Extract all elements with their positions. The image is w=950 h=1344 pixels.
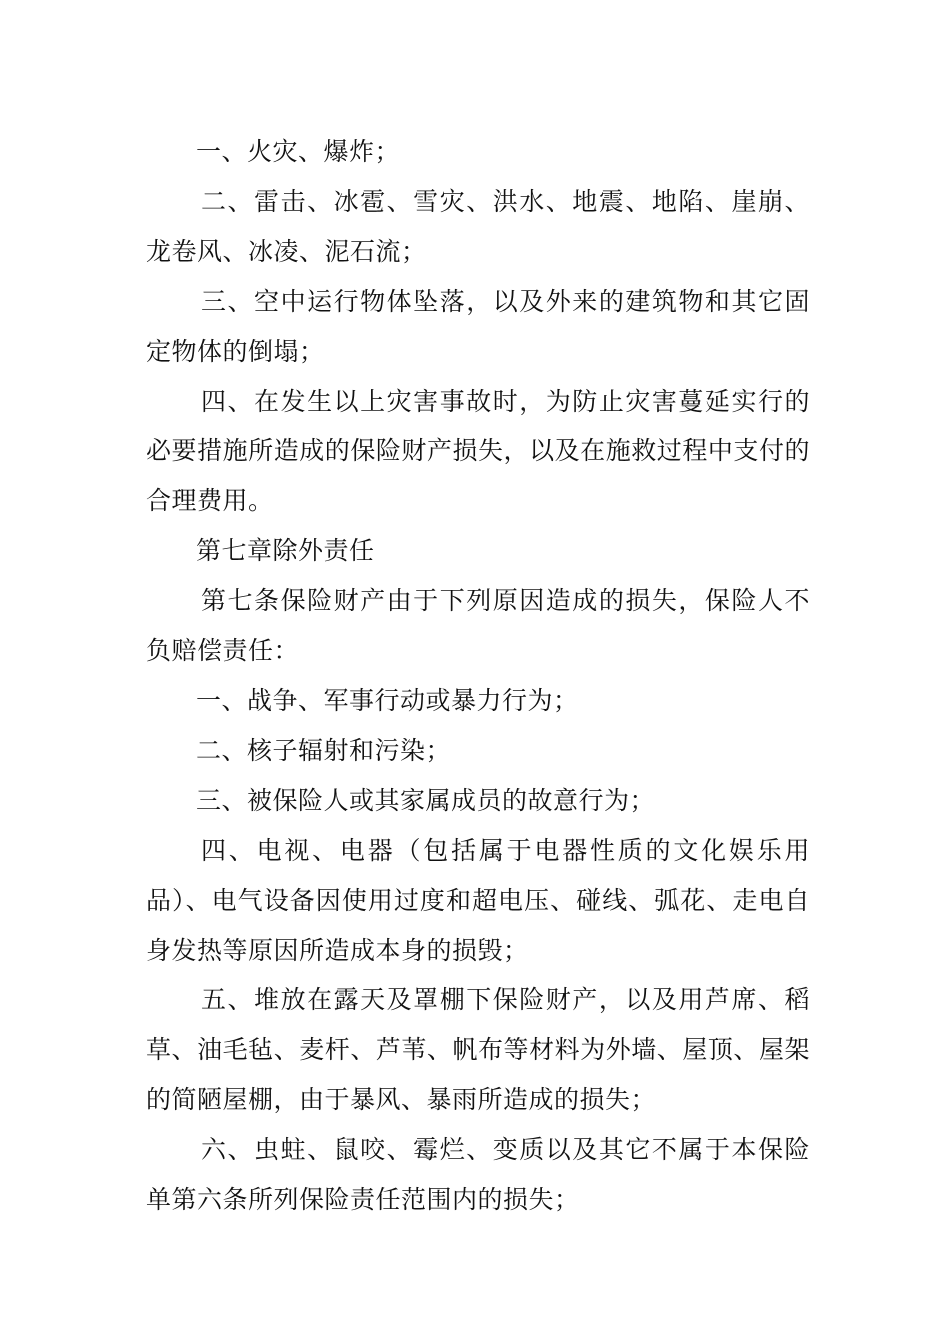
paragraph-open-storage: 五、堆放在露天及罩棚下保险财产，以及用芦席、稻草、油毛毡、麦杆、芦苇、帆布等材料为外墙、屋顶、屋架的简陋屋棚，由于暴风、暴雨所造成的损失；: [146, 985, 810, 1115]
paragraph-electrical: 四、电视、电器（包括属于电器性质的文化娱乐用品）、电气设备因使用过度和超电压、碰线、弧花、走电自身发热等原因所造成本身的损毁；: [146, 835, 810, 965]
paragraph-falling-objects: 三、空中运行物体坠落，以及外来的建筑物和其它固定物体的倒塌；: [146, 286, 810, 366]
paragraph-nuclear: 二、核子辐射和污染；: [196, 735, 452, 765]
paragraph-article-seven: 第七条保险财产由于下列原因造成的损失，保险人不负赔偿责任：: [146, 586, 810, 666]
paragraph-rescue-costs: 四、在发生以上灾害事故时，为防止灾害蔓延实行的必要措施所造成的保险财产损失，以及在施救过程中支付的合理费用。: [146, 386, 810, 516]
paragraph-natural-disasters: 二、雷击、冰雹、雪灾、洪水、地震、地陷、崖崩、龙卷风、冰凌、泥石流；: [146, 186, 810, 266]
paragraph-fire-explosion: 一、火灾、爆炸；: [196, 137, 401, 166]
paragraph-intentional-acts: 三、被保险人或其家属成员的故意行为；: [196, 785, 656, 815]
paragraph-war: 一、战争、军事行动或暴力行为；: [196, 685, 579, 715]
document-body: [146, 127, 810, 1225]
chapter-heading: 第七章除外责任: [196, 536, 375, 566]
paragraph-pests-decay: 六、虫蛀、鼠咬、霉烂、变质以及其它不属于本保险单第六条所列保险责任范围内的损失；: [146, 1135, 810, 1215]
